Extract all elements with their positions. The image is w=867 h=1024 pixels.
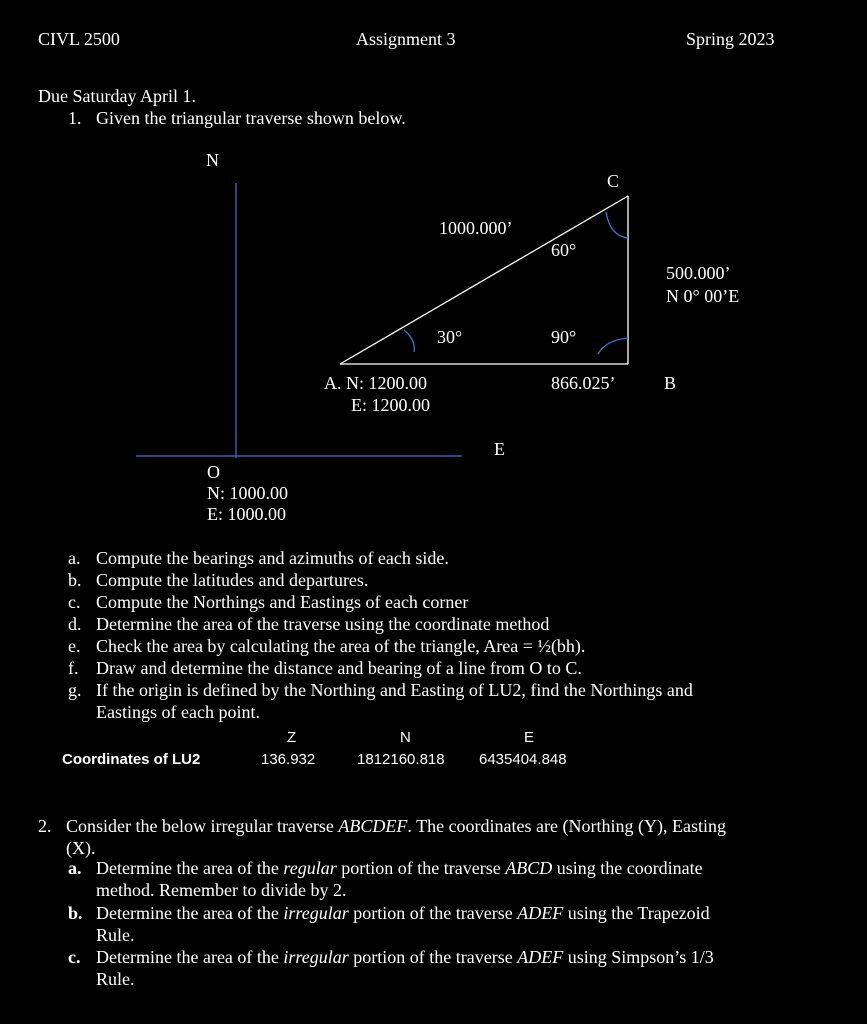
q2-part-c-line2: Rule. [96, 969, 135, 989]
q1-prompt: Given the triangular traverse shown below. [96, 108, 406, 128]
q1-part-marker: d. [68, 614, 82, 634]
point-a-easting: E: 1200.00 [351, 395, 430, 415]
q2-part-marker: b. [68, 903, 83, 923]
q2-part-marker: a. [68, 858, 82, 878]
lu2-value-e: 6435404.848 [479, 751, 567, 768]
point-b-label: B [664, 373, 677, 393]
q1-part-a: Compute the bearings and azimuths of each side. [96, 548, 449, 568]
q1-part-marker: a. [68, 548, 81, 568]
q2-number: 2. [38, 816, 52, 836]
origin-northing: N: 1000.00 [207, 483, 288, 503]
q2-part-marker: c. [68, 947, 81, 967]
side-ab-length: 866.025’ [551, 373, 616, 393]
point-a-northing: A. N: 1200.00 [324, 373, 427, 393]
q1-part-marker: g. [68, 680, 82, 700]
q1-part-g: If the origin is defined by the Northing and Easting of LU2, find the Northings and Eastings of each point. [96, 680, 693, 722]
q1-part-marker: c. [68, 592, 81, 612]
q2-prompt-line1: Consider the below irregular traverse ABCDEF. The coordinates are (Northing (Y), Easting [66, 816, 726, 836]
origin-label: O [207, 462, 220, 482]
angle-b-label: 90° [551, 327, 577, 347]
angle-a-label: 30° [437, 327, 463, 347]
east-label: E [494, 439, 505, 459]
lu2-header-z: Z [287, 729, 297, 746]
q1-part-c: Compute the Northings and Eastings of each corner [96, 592, 469, 612]
q1-part-marker: b. [68, 570, 82, 590]
q1-part-d: Determine the area of the traverse using the coordinate method [96, 614, 550, 634]
side-bc-bearing: N 0° 00’E [666, 286, 740, 306]
angle-c-arc [606, 212, 628, 238]
q2-part-b-line2: Rule. [96, 925, 135, 945]
angle-a-arc [404, 330, 414, 352]
due-date: Due Saturday April 1. [38, 86, 196, 106]
lu2-header-n: N [400, 729, 411, 746]
lu2-header-e: E [524, 729, 535, 746]
angle-b-arc [598, 338, 628, 354]
side-ac-length: 1000.000’ [439, 218, 513, 238]
q2-part-a-line1: Determine the area of the regular portion of the traverse ABCD using the coordinate [96, 858, 703, 878]
side-bc-length: 500.000’ [666, 263, 731, 283]
q1-part-b: Compute the latitudes and departures. [96, 570, 369, 590]
north-label: N [206, 150, 219, 170]
q1-part-marker: e. [68, 636, 81, 656]
lu2-row-label: Coordinates of LU2 [62, 751, 201, 768]
lu2-value-z: 136.932 [261, 751, 316, 768]
q2-part-b-line1: Determine the area of the irregular portion of the traverse ADEF using the Trapezoid [96, 903, 710, 923]
term: Spring 2023 [686, 29, 775, 49]
angle-c-label: 60° [551, 240, 577, 260]
q2-prompt-line2: (X). [66, 838, 96, 858]
course-code: CIVL 2500 [38, 29, 120, 49]
q1-part-f: Draw and determine the distance and bearing of a line from O to C. [96, 658, 582, 678]
q2-part-a-line2: method. Remember to divide by 2. [96, 880, 347, 900]
origin-easting: E: 1000.00 [207, 504, 286, 524]
q1-part-marker: f. [68, 658, 79, 678]
q2-part-c-line1: Determine the area of the irregular portion of the traverse ADEF using Simpson’s 1/3 [96, 947, 714, 967]
q1-number: 1. [68, 108, 82, 128]
lu2-value-n: 1812160.818 [357, 751, 445, 768]
assignment-title: Assignment 3 [356, 29, 456, 49]
point-c-label: C [607, 171, 620, 191]
q1-part-e: Check the area by calculating the area of the triangle, Area = ½(bh). [96, 636, 586, 656]
